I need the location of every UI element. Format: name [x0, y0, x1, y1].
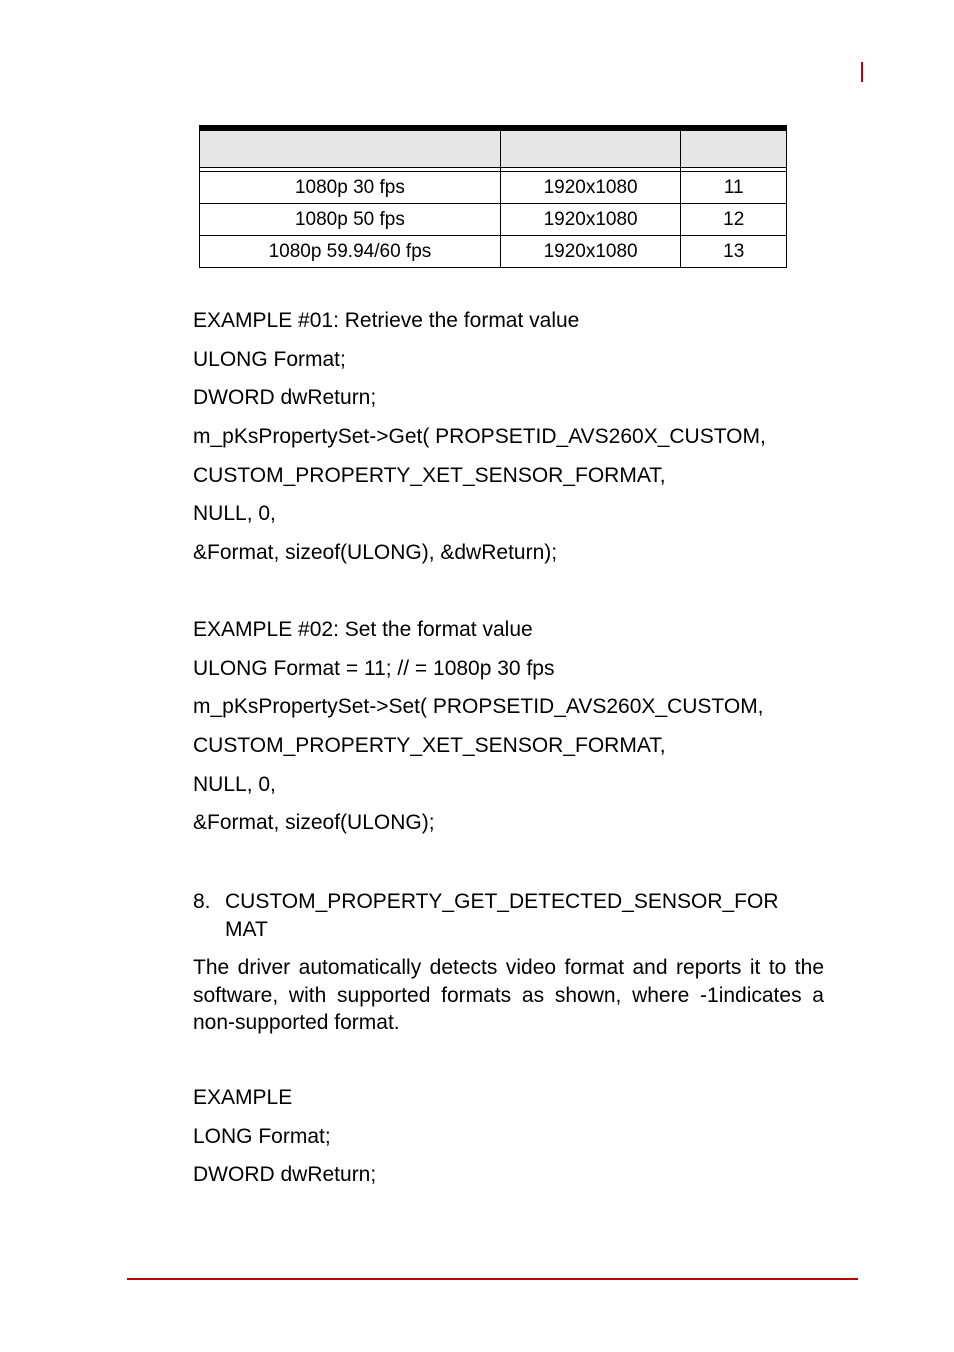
code-line: DWORD dwReturn;: [193, 1163, 377, 1187]
example-02-heading: EXAMPLE #02: Set the format value: [193, 618, 533, 641]
section-8-heading: [193, 888, 825, 944]
code-line: CUSTOM_PROPERTY_XET_SENSOR_FORMAT,: [193, 463, 666, 487]
example-01-heading: EXAMPLE #01: Retrieve the format value: [193, 309, 580, 332]
code-line: m_pKsPropertySet->Set( PROPSETID_AVS260X_CUSTOM,: [193, 695, 764, 719]
example-01-code-block: [193, 309, 825, 580]
table-cell-value: 13: [681, 236, 787, 268]
code-line: ULONG Format = 11; // = 1080p 30 fps: [193, 656, 555, 680]
code-line: LONG Format;: [193, 1124, 331, 1148]
section-title: CUSTOM_PROPERTY_GET_DETECTED_SENSOR_FORMAT: [225, 890, 779, 941]
table-cell-value: 12: [681, 204, 787, 236]
code-line: NULL, 0,: [193, 502, 276, 526]
code-line: &Format, sizeof(ULONG), &dwReturn);: [193, 541, 558, 565]
sensor-format-table: [199, 125, 787, 268]
table-header-cell: [681, 128, 787, 168]
code-line: CUSTOM_PROPERTY_XET_SENSOR_FORMAT,: [193, 734, 666, 758]
table-cell-format: 1080p 50 fps: [200, 204, 501, 236]
example-03-heading: EXAMPLE: [193, 1086, 293, 1109]
table-row: [200, 204, 787, 236]
table-cell-format: 1080p 30 fps: [200, 172, 501, 204]
page-edge-marker: [861, 62, 863, 82]
table-cell-resolution: 1920x1080: [500, 236, 681, 268]
table-cell-resolution: 1920x1080: [500, 172, 681, 204]
section-number: 8.: [193, 890, 211, 913]
table-cell-format: 1080p 59.94/60 fps: [200, 236, 501, 268]
table-row: [200, 172, 787, 204]
table-header-row: [200, 128, 787, 168]
example-02-code-block: [193, 618, 825, 850]
code-line: DWORD dwReturn;: [193, 386, 377, 410]
code-line: NULL, 0,: [193, 772, 276, 796]
table-cell-value: 11: [681, 172, 787, 204]
table-header-cell: [500, 128, 681, 168]
example-03-code-block: [193, 1086, 825, 1202]
section-8-description: The driver automatically detects video format and reports it to the software, with supported formats as shown, where -1indicates a non-supported format.: [193, 956, 824, 1034]
code-line: ULONG Format;: [193, 347, 346, 371]
table-row: [200, 236, 787, 268]
code-line: &Format, sizeof(ULONG);: [193, 811, 435, 835]
table-header-cell: [200, 128, 501, 168]
table-cell-resolution: 1920x1080: [500, 204, 681, 236]
code-line: m_pKsPropertySet->Get( PROPSETID_AVS260X_CUSTOM,: [193, 425, 766, 449]
footer-rule: [127, 1278, 858, 1280]
